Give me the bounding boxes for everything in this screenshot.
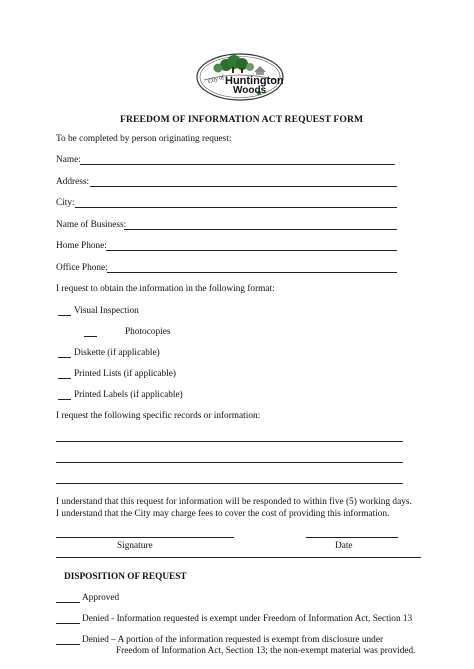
home-phone-label: Home Phone: xyxy=(56,241,107,251)
date-field[interactable] xyxy=(306,537,398,538)
address-label: Address: xyxy=(56,177,90,187)
business-field[interactable] xyxy=(124,229,397,230)
diskette-label: Diskette (if applicable) xyxy=(74,348,160,358)
office-phone-label: Office Phone: xyxy=(56,263,108,273)
format-prompt: I request to obtain the information in the following format: xyxy=(56,284,275,294)
form-intro: To be completed by person originating request: xyxy=(56,134,232,144)
photocopies-checkbox[interactable] xyxy=(84,336,97,337)
divider xyxy=(56,557,421,558)
city-label: City: xyxy=(56,198,75,208)
approved-checkbox[interactable] xyxy=(56,602,80,603)
printed-lists-checkbox[interactable] xyxy=(58,378,71,379)
home-phone-field[interactable] xyxy=(106,250,397,251)
city-logo xyxy=(196,52,284,102)
printed-lists-label: Printed Lists (if applicable) xyxy=(74,369,176,379)
logo-name-1: Huntington xyxy=(225,75,284,87)
denied-partial-checkbox[interactable] xyxy=(56,644,80,645)
name-field[interactable] xyxy=(80,164,395,165)
business-label: Name of Business: xyxy=(56,220,127,230)
diskette-checkbox[interactable] xyxy=(58,357,71,358)
approved-label: Approved xyxy=(82,593,120,603)
date-label: Date xyxy=(335,541,353,551)
visual-label: Visual Inspection xyxy=(74,306,139,316)
records-prompt: I request the following specific records or information: xyxy=(56,411,261,421)
address-field[interactable] xyxy=(90,186,397,187)
logo-city-of: City of xyxy=(207,74,225,86)
denied-partial-label-2: Freedom of Information Act, Section 13; the non-exempt material was provided. xyxy=(116,646,416,656)
denied-exempt-label: Denied - Information requested is exempt under Freedom of Information Act, Section 13 xyxy=(82,614,413,624)
city-field[interactable] xyxy=(75,207,397,208)
denied-exempt-checkbox[interactable] xyxy=(56,623,80,624)
form-title: FREEDOM OF INFORMATION ACT REQUEST FORM xyxy=(120,114,364,125)
records-line-2[interactable] xyxy=(56,462,403,463)
office-phone-field[interactable] xyxy=(107,272,397,273)
understand-2: I understand that the City may charge fees to cover the cost of providing this information. xyxy=(56,509,390,519)
printed-labels-checkbox[interactable] xyxy=(58,399,71,400)
photocopies-label: Photocopies xyxy=(125,327,171,337)
name-label: Name: xyxy=(56,155,81,165)
printed-labels-label: Printed Labels (if applicable) xyxy=(74,390,183,400)
visual-checkbox[interactable] xyxy=(58,315,71,316)
logo-name-2: Woods xyxy=(233,85,267,96)
signature-field[interactable] xyxy=(56,537,234,538)
records-line-3[interactable] xyxy=(56,483,403,484)
denied-partial-label-1: Denied – A portion of the information requested is exempt from disclosure under xyxy=(82,635,384,645)
understand-1: I understand that this request for information will be responded to within five (5) working days. xyxy=(56,497,412,507)
records-line-1[interactable] xyxy=(56,441,403,442)
signature-label: Signature xyxy=(117,541,153,551)
disposition-heading: DISPOSITION OF REQUEST xyxy=(64,572,187,582)
